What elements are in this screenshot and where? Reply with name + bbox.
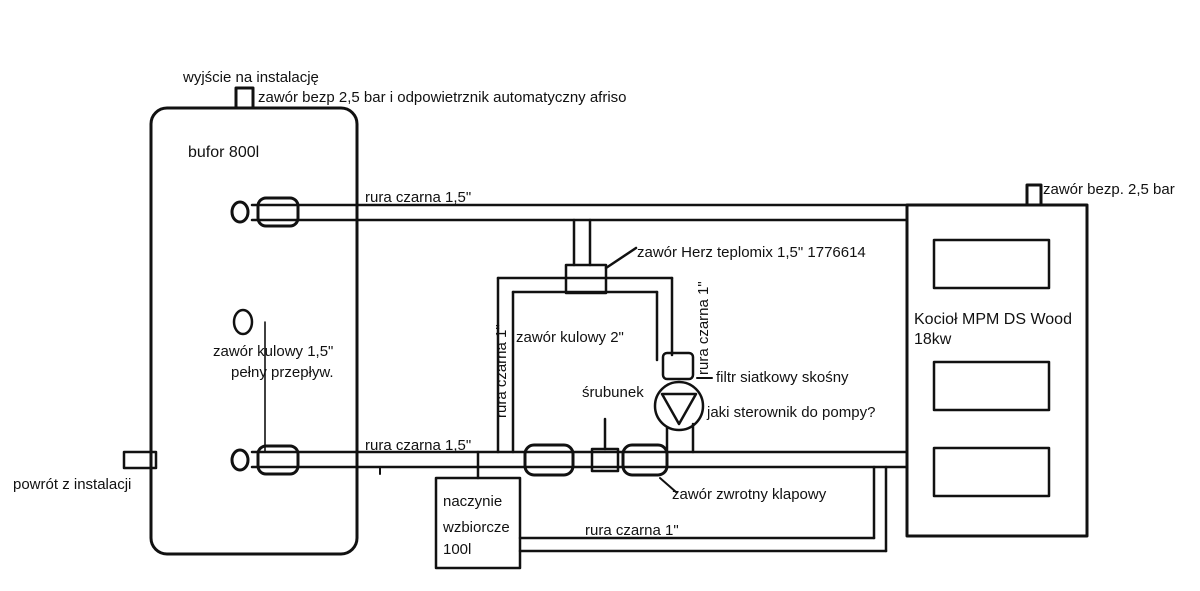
- check-valve-body: [623, 445, 667, 475]
- pump-impeller: [662, 394, 696, 424]
- label-check-valve: zawór zwrotny klapowy: [672, 486, 827, 503]
- buffer-bottom-outlet-ring: [232, 450, 248, 470]
- label-pipe-black-15-top: rura czarna 1,5": [365, 189, 472, 206]
- label-pump-controller-question: jaki sterownik do pompy?: [707, 404, 876, 421]
- label-expansion-vessel-3: 100l: [443, 541, 472, 558]
- boiler-top-nipple: [1027, 185, 1041, 205]
- buffer-top-outlet-ring: [232, 202, 248, 222]
- label-boiler: Kocioł MPM DS Wood: [914, 311, 1072, 328]
- label-buffer: bufor 800l: [188, 144, 260, 161]
- boiler-door-2: [934, 362, 1049, 410]
- label-strainer: filtr siatkowy skośny: [716, 369, 849, 386]
- ball-valve-2-body: [525, 445, 573, 475]
- buffer-top-valve-body: [258, 198, 298, 226]
- label-ball-valve-15-flow: pełny przepływ.: [231, 364, 334, 381]
- label-outlet: wyjście na instalację: [183, 69, 319, 86]
- buffer-tank: [151, 108, 357, 554]
- label-ball-valve-15: zawór kulowy 1,5": [213, 343, 334, 360]
- buffer-bottom-valve-body: [258, 446, 298, 474]
- label-return-from-installation: powrót z instalacji: [13, 476, 132, 493]
- label-pipe-black-1-bottom: rura czarna 1": [585, 522, 679, 539]
- label-pipe-black-1-right: rura czarna 1": [695, 281, 712, 375]
- label-pipe-black-15-bottom: rura czarna 1,5": [365, 437, 472, 454]
- strainer-body: [663, 353, 693, 379]
- label-herz-valve: zawór Herz teplomix 1,5" 1776614: [637, 244, 866, 261]
- boiler-door-3: [934, 448, 1049, 496]
- label-expansion-vessel-2: wzbiorcze: [443, 519, 510, 536]
- label-pipe-black-1-left: rura czarna 1": [493, 324, 510, 418]
- buffer-top-nipple: [236, 88, 253, 108]
- ball-valve-15-symbol: [234, 310, 252, 334]
- herz-leader: [606, 248, 636, 268]
- label-boiler-power: 18kw: [914, 331, 952, 348]
- label-expansion-vessel-1: naczynie: [443, 493, 503, 510]
- label-safety-valve-right: zawór bezp. 2,5 bar: [1043, 181, 1175, 198]
- label-safety-valve-top: zawór bezp 2,5 bar i odpowietrznik automatyczny afriso: [258, 89, 627, 106]
- label-ball-valve-2: zawór kulowy 2": [516, 329, 624, 346]
- label-screw: śrubunek: [582, 384, 644, 401]
- boiler-door-1: [934, 240, 1049, 288]
